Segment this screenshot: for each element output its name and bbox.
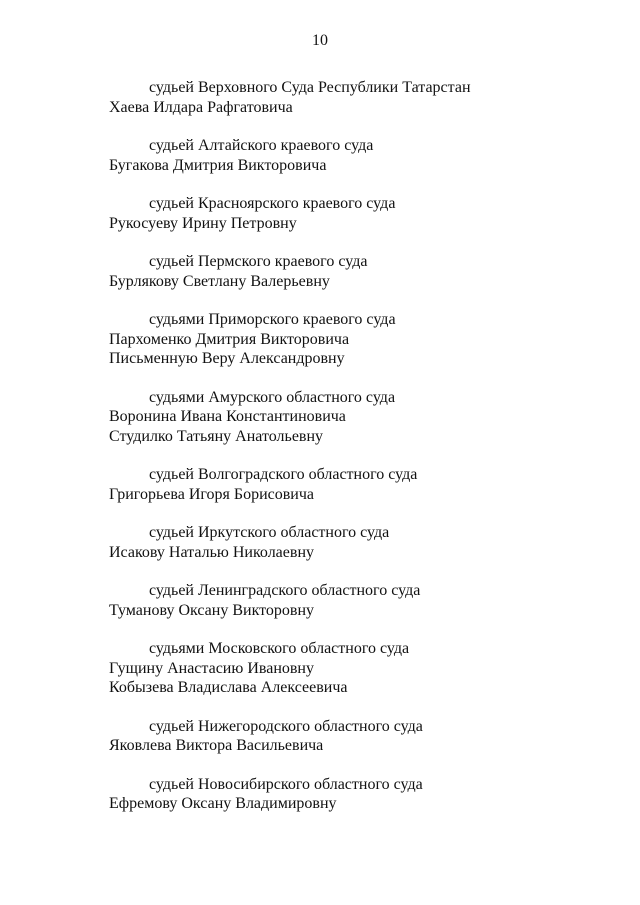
court-line: судьей Новосибирского областного суда (149, 775, 423, 793)
appointment-list (109, 78, 609, 833)
court-line: судьями Амурского областного суда (149, 388, 396, 406)
appointment-entry (109, 523, 609, 562)
judge-name: Воронина Ивана Константиновича (109, 408, 346, 425)
court-line: судьей Волгоградского областного суда (149, 466, 418, 483)
appointment-entry (109, 717, 609, 756)
appointment-entry (109, 78, 609, 117)
judge-name: Студилко Татьяну Анатольевну (109, 427, 324, 445)
judge-name: Бугакова Дмитрия Викторовича (109, 156, 327, 174)
judge-name: Пархоменко Дмитрия Викторовича (109, 330, 350, 348)
court-line: судьей Ленинградского областного суда (149, 582, 421, 599)
court-line: судьей Иркутского областного суда (149, 524, 390, 541)
court-line: судьями Московского областного суда (149, 640, 410, 657)
judge-name: Яковлева Виктора Васильевича (109, 737, 324, 754)
page-number: 10 (312, 32, 328, 49)
appointment-entry (109, 194, 609, 233)
appointment-entry (109, 581, 609, 620)
judge-name: Рукосуеву Ирину Петровну (109, 214, 297, 232)
court-line: судьей Пермского краевого суда (149, 253, 368, 270)
judge-name: Туманову Оксану Викторовну (109, 601, 315, 619)
appointment-entry (109, 775, 609, 814)
judge-name: Григорьева Игоря Борисовича (109, 485, 315, 503)
appointment-entry (109, 465, 609, 504)
appointment-entry (109, 252, 609, 291)
court-line: судьей Алтайского краевого суда (149, 137, 374, 154)
appointment-entry (109, 310, 609, 369)
court-line: судьями Приморского краевого суда (149, 311, 396, 328)
court-line: судьей Нижегородского областного суда (149, 717, 423, 735)
court-line: судьей Красноярского краевого суда (149, 195, 396, 212)
judge-name: Хаева Илдара Рафгатовича (109, 98, 293, 116)
court-line: судьей Верховного Суда Республики Татарстан (149, 79, 471, 96)
judge-name: Исакову Наталью Николаевну (109, 543, 314, 561)
judge-name: Кобызева Владислава Алексеевича (109, 679, 348, 696)
appointment-entry (109, 639, 609, 698)
judge-name: Ефремову Оксану Владимировну (109, 795, 337, 812)
judge-name: Бурлякову Светлану Валерьевну (109, 272, 330, 290)
appointment-entry (109, 136, 609, 175)
judge-name: Письменную Веру Александровну (109, 350, 345, 367)
appointment-entry (109, 388, 609, 447)
judge-name: Гущину Анастасию Ивановну (109, 659, 314, 677)
